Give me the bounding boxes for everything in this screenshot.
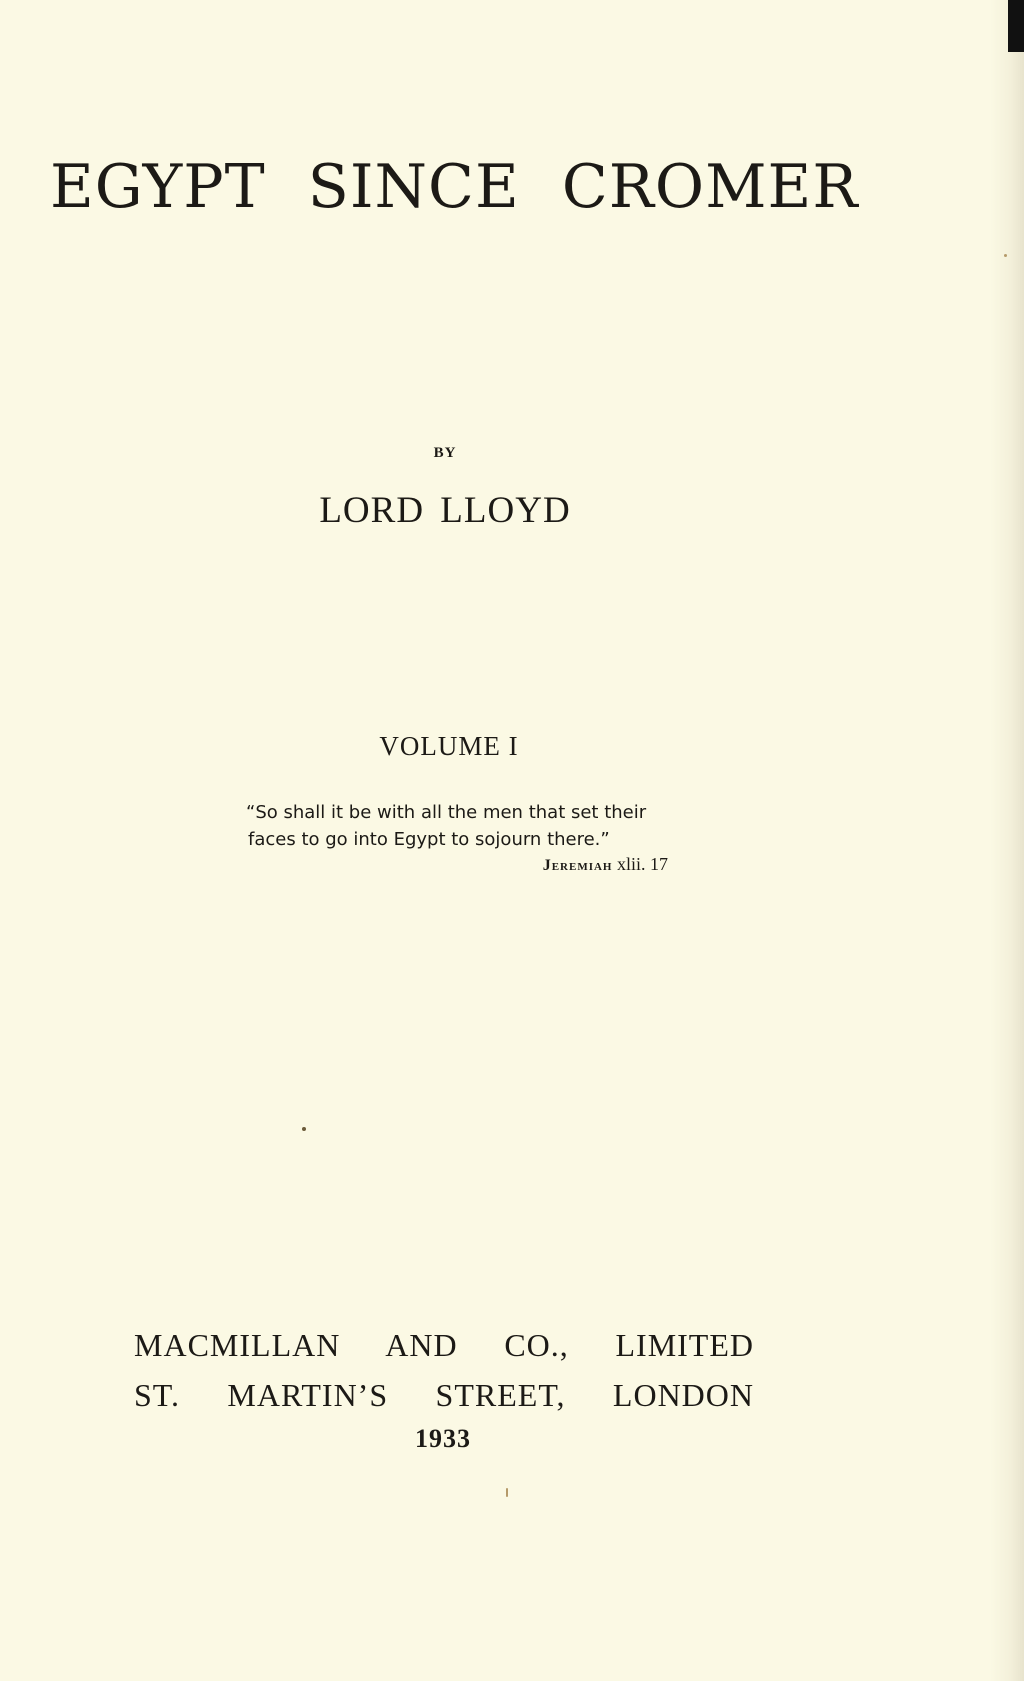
volume-label: VOLUME I (379, 731, 519, 761)
epigraph (246, 799, 676, 877)
citation-reference: xlii. 17 (616, 854, 668, 874)
epigraph-citation (246, 853, 676, 877)
author-name: LORD LLOYD (319, 490, 571, 531)
corner-mark (1008, 0, 1024, 52)
publication-year: 1933 (415, 1424, 471, 1453)
publisher-address: ST. MARTIN’S STREET, LONDON (134, 1377, 754, 1413)
book-title: EGYPT SINCE CROMER (50, 152, 859, 222)
paper-speck (506, 1488, 508, 1497)
page-edge-shadow (990, 0, 1024, 1681)
epigraph-line: “So shall it be with all the men that set their (246, 802, 647, 823)
epigraph-line: faces to go into Egypt to sojourn there.” (248, 829, 610, 850)
by-label: BY (433, 445, 457, 461)
publisher-name: MACMILLAN AND CO., LIMITED (134, 1327, 754, 1363)
citation-name: Jeremiah (542, 857, 613, 874)
paper-speck (302, 1127, 306, 1131)
publisher-imprint (134, 1320, 754, 1420)
paper-speck (1004, 254, 1007, 257)
